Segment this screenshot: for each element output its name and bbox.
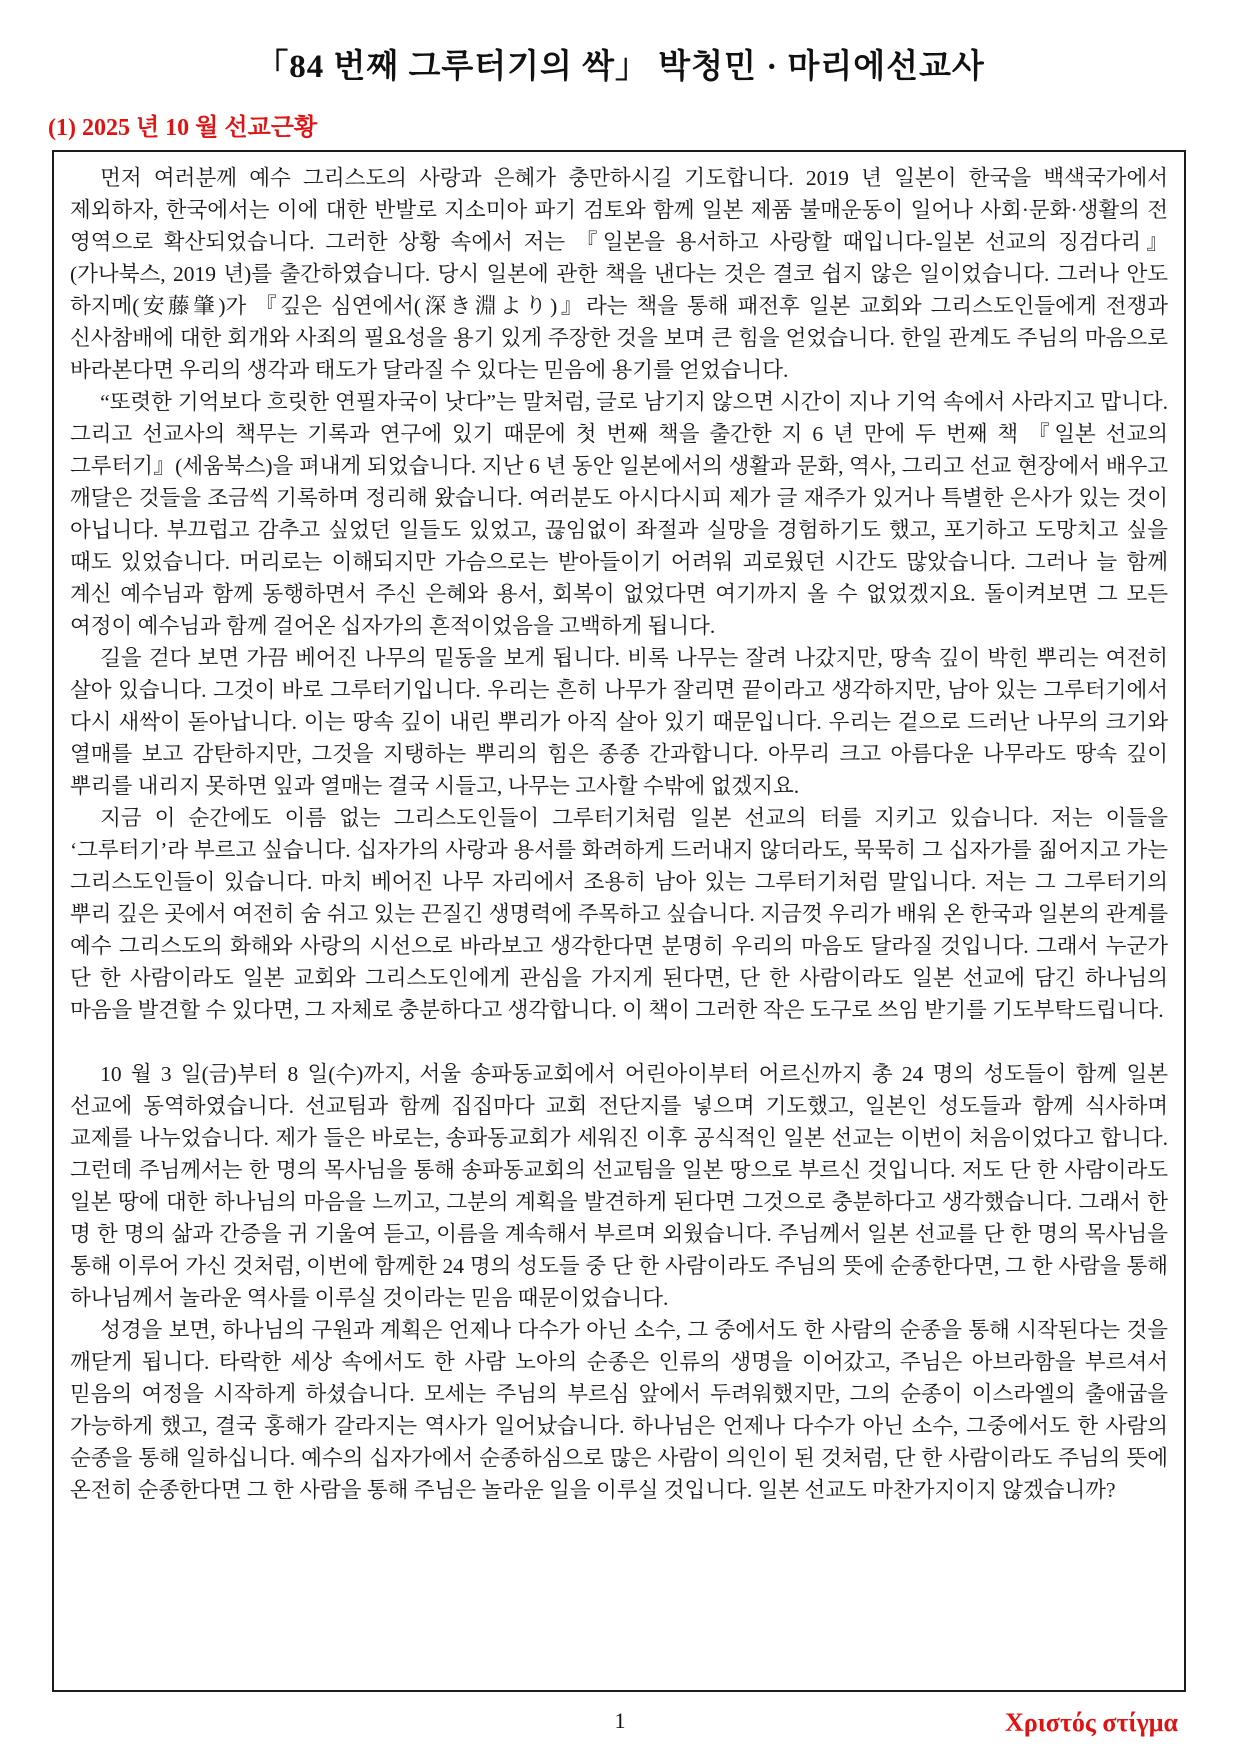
page-number: 1 [614,1708,626,1733]
content-box [52,150,1186,1692]
paragraph: 길을 걷다 보면 가끔 베어진 나무의 밑동을 보게 됩니다. 비록 나무는 잘려 나갔지만, 땅속 깊이 박힌 뿌리는 여전히 살아 있습니다. 그것이 바로 그루터기입니다. 우리는 흔히 나무가 잘리면 끝이라고 생각하지만, 남아 있는 그루터기에서 다시 새싹이 돋아납니다. 이는 땅속 깊이 내린 뿌리가 아직 살아 있기 때문입니다. 우리는 겉으로 드러난 나무의 크기와 열매를 보고 감탄하지만, 그것을 지탱하는 뿌리의 힘은 종종 간과합니다. 아무리 크고 아름다운 나무라도 땅속 깊이 뿌리를 내리지 못하면 잎과 열매는 결국 시들고, 나무는 고사할 수밖에 없겠지요. [70,646,1168,798]
section-heading: (1) 2025 년 10 월 선교근황 [48,115,318,141]
paragraph: “또렷한 기억보다 흐릿한 연필자국이 낫다”는 말처럼, 글로 남기지 않으면 시간이 지나 기억 속에서 사라지고 맙니다. 그리고 선교사의 책무는 기록과 연구에 있기 때문에 첫 번째 책을 출간한 지 6 년 만에 두 번째 책 『일본 선교의 그루터기』(세움북스)을 펴내게 되었습니다. 지난 6 년 동안 일본에서의 생활과 문화, 역사, 그리고 선교 현장에서 배우고 깨달은 것들을 조금씩 기록하며 정리해 왔습니다. 여러분도 아시다시피 제가 글 재주가 있거나 특별한 은사가 있는 것이 아닙니다. 부끄럽고 감추고 싶었던 일들도 있었고, 끊임없이 좌절과 실망을 경험하기도 했고, 포기하고 도망치고 싶을 때도 있었습니다. 머리로는 이해되지만 가슴으로는 받아들이기 어려워 괴로웠던 시간도 많았습니다. 그러나 늘 함께 계신 예수님과 함께 동행하면서 주신 은혜와 용서, 회복이 없었다면 여기까지 올 수 없었겠지요. 돌이켜보면 그 모든 여정이 예수님과 함께 걸어온 십자가의 흔적이었음을 고백하게 됩니다. [70,390,1168,638]
paragraph: 성경을 보면, 하나님의 구원과 계획은 언제나 다수가 아닌 소수, 그 중에서도 한 사람의 순종을 통해 시작된다는 것을 깨닫게 됩니다. 타락한 세상 속에서도 한 사람 노아의 순종은 인류의 생명을 이어갔고, 주님은 아브라함을 부르셔서 믿음의 여정을 시작하게 하셨습니다. 모세는 주님의 부르심 앞에서 두려워했지만, 그의 순종이 이스라엘의 출애굽을 가능하게 했고, 결국 홍해가 갈라지는 역사가 일어났습니다. 하나님은 언제나 다수가 아닌 소수, 그중에서도 한 사람의 순종을 통해 일하십니다. 예수의 십자가에서 순종하심으로 많은 사람이 의인이 된 것처럼, 단 한 사람이라도 주님의 뜻에 온전히 순종한다면 그 한 사람을 통해 주님은 놀라운 일을 이루실 것입니다. 일본 선교도 마찬가지이지 않겠습니까? [70,1318,1168,1502]
page-title: 「84 번째 그루터기의 싹」 박청민 · 마리에선교사 [255,49,985,85]
paragraph: 지금 이 순간에도 이름 없는 그리스도인들이 그루터기처럼 일본 선교의 터를 지키고 있습니다. 저는 이들을 ‘그루터기’라 부르고 싶습니다. 십자가의 사랑과 용서를 화려하게 드러내지 않더라도, 묵묵히 그 십자가를 짊어지고 가는 그리스도인들이 있습니다. 마치 베어진 나무 자리에서 조용히 남아 있는 그루터기처럼 말입니다. 저는 그 그루터기의 뿌리 깊은 곳에서 여전히 숨 쉬고 있는 끈질긴 생명력에 주목하고 싶습니다. 지금껏 우리가 배워 온 한국과 일본의 관계를 예수 그리스도의 화해와 사랑의 시선으로 바라보고 생각한다면 분명히 우리의 마음도 달라질 것입니다. 그래서 누군가 단 한 사람이라도 일본 교회와 그리스도인에게 관심을 가지게 된다면, 단 한 사람이라도 일본 선교에 담긴 하나님의 마음을 발견할 수 있다면, 그 자체로 충분하다고 생각합니다. 이 책이 그러한 작은 도구로 쓰임 받기를 기도부탁드립니다. [70,806,1168,1022]
paragraph: 먼저 여러분께 예수 그리스도의 사랑과 은혜가 충만하시길 기도합니다. 2019 년 일본이 한국을 백색국가에서 제외하자, 한국에서는 이에 대한 반발로 지소미아 파기 검토와 함께 일본 제품 불매운동이 일어나 사회·문화·생활의 전 영역으로 확산되었습니다. 그러한 상황 속에서 저는 『일본을 용서하고 사랑할 때입니다-일본 선교의 징검다리』(가나북스, 2019 년)를 출간하였습니다. 당시 일본에 관한 책을 낸다는 것은 결코 쉽지 않은 일이었습니다. 그러나 안도 하지메(安藤肇)가 『깊은 심연에서(深き淵より)』라는 책을 통해 패전후 일본 교회와 그리스도인들에게 전쟁과 신사참배에 대한 회개와 사죄의 필요성을 용기 있게 주장한 것을 보며 큰 힘을 얻었습니다. 한일 관계도 주님의 마음으로 바라본다면 우리의 생각과 태도가 달라질 수 있다는 믿음에 용기를 얻었습니다. [70,166,1168,382]
paragraph: 10 월 3 일(금)부터 8 일(수)까지, 서울 송파동교회에서 어린아이부터 어르신까지 총 24 명의 성도들이 함께 일본 선교에 동역하였습니다. 선교팀과 함께 집집마다 교회 전단지를 넣으며 기도했고, 일본인 성도들과 함께 식사하며 교제를 나누었습니다. 제가 들은 바로는, 송파동교회가 세워진 이후 공식적인 일본 선교는 이번이 처음이었다고 합니다. 그런데 주님께서는 한 명의 목사님을 통해 송파동교회의 선교팀을 일본 땅으로 부르신 것입니다. 저도 단 한 사람이라도 일본 땅에 대한 하나님의 마음을 느끼고, 그분의 계획을 발견하게 된다면 그것으로 충분하다고 생각했습니다. 그래서 한 명 한 명의 삶과 간증을 귀 기울여 듣고, 이름을 계속해서 부르며 외웠습니다. 주님께서 일본 선교를 단 한 명의 목사님을 통해 이루어 가신 것처럼, 이번에 함께한 24 명의 성도들 중 단 한 사람이라도 주님의 뜻에 순종한다면, 그 한 사람을 통해 하나님께서 놀라운 역사를 이루실 것이라는 믿음 때문이었습니다. [70,1062,1168,1310]
footer-motto: Χριστός στίγμα [1005,1708,1178,1737]
